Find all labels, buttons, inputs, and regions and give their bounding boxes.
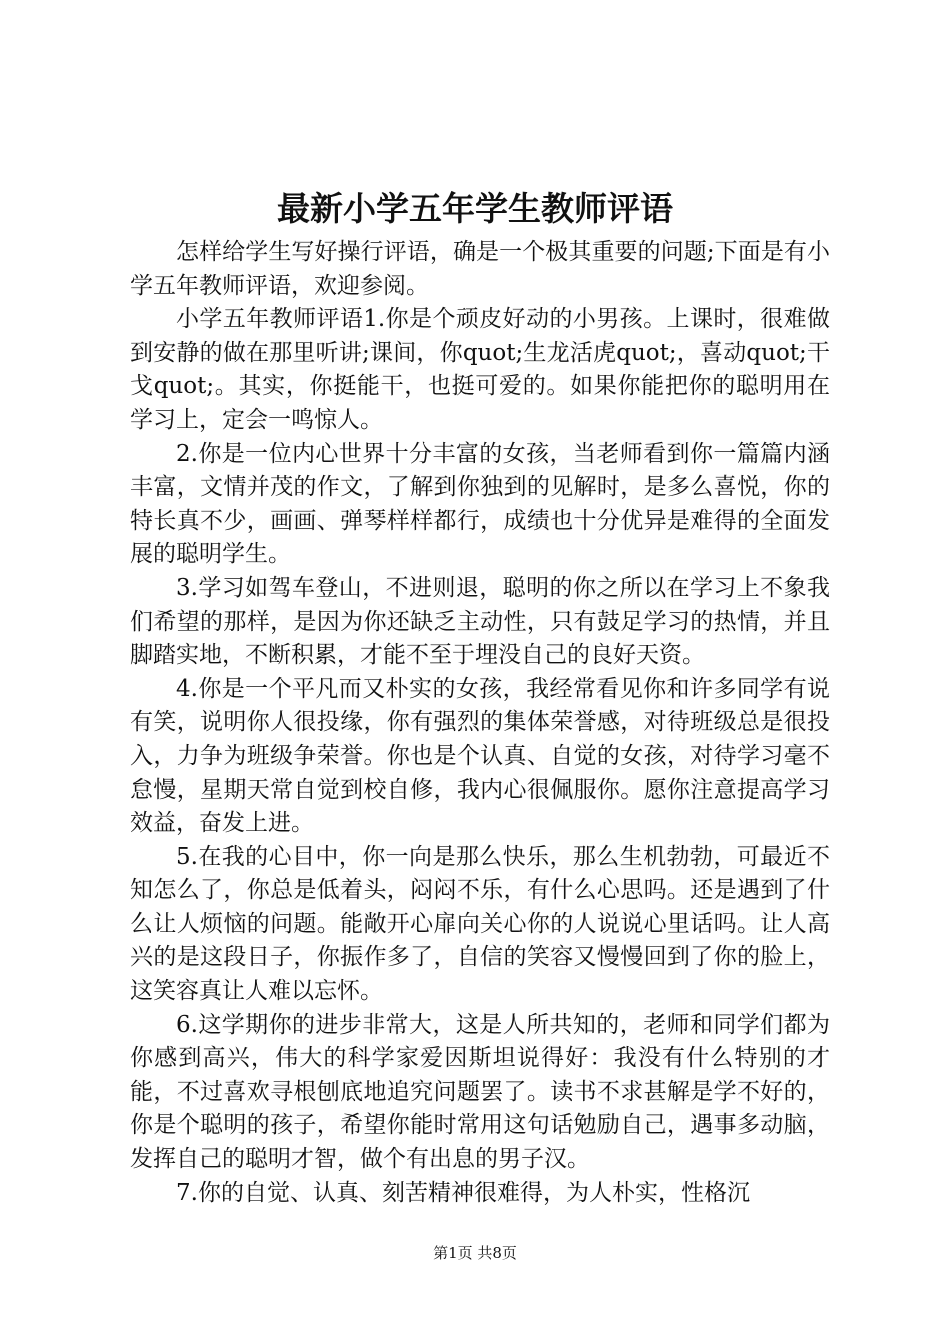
document-title: 最新小学五年学生教师评语: [277, 189, 673, 228]
paragraph-4: 4.你是一个平凡而又朴实的女孩，我经常看见你和许多同学有说有笑，说明你人很投缘，你有强烈的集体荣誉感，对待班级总是很投入，力争为班级争荣誉。你也是个认真、自觉的女孩，对待学习毫不怠慢，星期天常自觉到校自修，我内心很佩服你。愿你注意提高学习效益，奋发上进。: [130, 675, 830, 837]
paragraph-7: 7.你的自觉、认真、刻苦精神很难得，为人朴实，性格沉: [176, 1179, 750, 1206]
document-body: [130, 236, 830, 1210]
paragraph-3: 3.学习如驾车登山，不进则退，聪明的你之所以在学习上不象我们希望的那样，是因为你还缺乏主动性，只有鼓足学习的热情，并且脚踏实地，不断积累，才能不至于埋没自己的良好天资。: [130, 574, 830, 669]
paragraph-intro: 怎样给学生写好操行评语，确是一个极其重要的问题;下面是有小学五年教师评语，欢迎参阅。: [130, 239, 830, 299]
paragraph-1: 小学五年教师评语1.你是个顽皮好动的小男孩。上课时，很难做到安静的做在那里听讲;课间，你quot;生龙活虎quot;，喜动quot;干戈quot;。其实，你挺能干，也挺可爱的。如果你能把你的聪明用在学习上，定会一鸣惊人。: [130, 306, 830, 433]
paragraph-2: 2.你是一位内心世界十分丰富的女孩，当老师看到你一篇篇内涵丰富，文情并茂的作文，了解到你独到的见解时，是多么喜悦，你的特长真不少，画画、弹琴样样都行，成绩也十分优异是难得的全面发展的聪明学生。: [130, 440, 830, 568]
paragraph-6: 6.这学期你的进步非常大，这是人所共知的，老师和同学们都为你感到高兴，伟大的科学家爱因斯坦说得好：我没有什么特别的才能，不过喜欢寻根刨底地追究问题罢了。读书不求甚解是学不好的，你是个聪明的孩子，希望你能时常用这句话勉励自己，遇事多动脑，发挥自己的聪明才智，做个有出息的男子汉。: [130, 1011, 830, 1173]
paragraph-5: 5.在我的心目中，你一向是那么快乐，那么生机勃勃，可最近不知怎么了，你总是低着头，闷闷不乐，有什么心思吗。还是遇到了什么让人烦恼的问题。能敞开心扉向关心你的人说说心里话吗。让人高兴的是这段日子，你振作多了，自信的笑容又慢慢回到了你的脸上，这笑容真让人难以忘怀。: [130, 843, 830, 1005]
page-number-footer: 第1页 共8页: [433, 1244, 517, 1262]
